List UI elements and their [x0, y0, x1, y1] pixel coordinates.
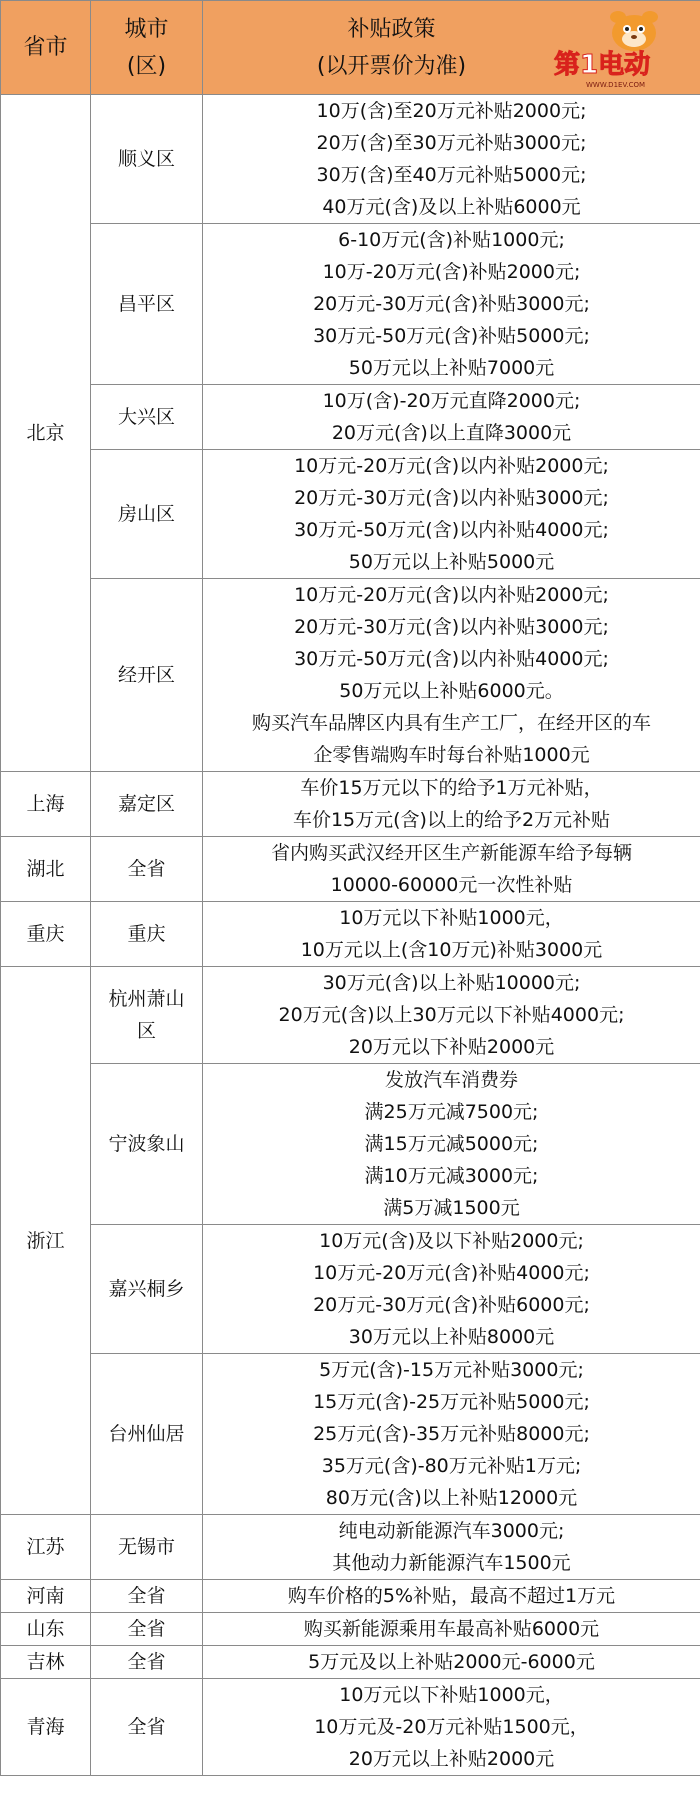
policy-line: 购车价格的5%补贴，最高不超过1万元: [287, 1585, 616, 1607]
city-cell: [91, 1613, 203, 1646]
table-row: [1, 1613, 700, 1646]
policy-cell: [203, 385, 700, 450]
city-name: 嘉定区: [117, 793, 175, 815]
policy-line: 20万元-30万元(含)以内补贴3000元;: [294, 487, 609, 509]
policy-line: 满15万元减5000元;: [364, 1133, 539, 1155]
policy-line: 30万元-50万元(含)以内补贴4000元;: [294, 519, 609, 541]
city-cell: [91, 1580, 203, 1613]
province-cell: [1, 1580, 91, 1613]
city-name: 全省: [127, 1618, 166, 1640]
table-row: [1, 385, 700, 450]
province-name: 浙江: [26, 1229, 65, 1252]
city-cell: [91, 579, 203, 772]
policy-cell: [203, 95, 700, 224]
city-name: 区: [136, 1020, 156, 1042]
city-name: 嘉兴桐乡: [108, 1278, 185, 1300]
city-cell: [91, 1354, 203, 1515]
policy-line: 30万元(含)以上补贴10000元;: [322, 972, 581, 994]
policy-line: 20万元(含)以上直降3000元: [331, 422, 572, 444]
city-cell: [91, 1515, 203, 1580]
header-city-sub-label: (区): [126, 53, 167, 79]
city-name: 顺义区: [117, 148, 175, 170]
policy-line: 购买汽车品牌区内具有生产工厂，在经开区的车: [251, 712, 651, 734]
province-cell: [1, 772, 91, 837]
province-name: 吉林: [26, 1651, 65, 1673]
city-cell: [91, 450, 203, 579]
city-cell: [91, 1679, 203, 1776]
table-row: [1, 1225, 700, 1354]
table-row: [1, 1064, 700, 1225]
table-body: [1, 95, 700, 1776]
policy-line: 10万元-20万元(含)补贴4000元;: [313, 1262, 590, 1284]
city-name: 房山区: [117, 503, 175, 525]
province-name: 湖北: [26, 858, 65, 880]
city-name: 宁波象山: [108, 1133, 185, 1155]
table-row: [1, 967, 700, 1064]
city-name: 重庆: [127, 923, 166, 945]
table-row: [1, 1515, 700, 1580]
policy-cell: [203, 967, 700, 1064]
city-cell: [91, 967, 203, 1064]
province-cell: [1, 1679, 91, 1776]
policy-line: 20万元以上补贴2000元: [348, 1748, 555, 1770]
policy-cell: [203, 902, 700, 967]
table-row: [1, 1354, 700, 1515]
policy-line: 35万元(含)-80万元补贴1万元;: [321, 1455, 582, 1477]
policy-cell: [203, 1646, 700, 1679]
policy-line: 10万元以下补贴1000元，: [339, 1684, 564, 1706]
policy-line: 车价15万元(含)以上的给予2万元补贴: [292, 809, 611, 831]
city-name: 台州仙居: [108, 1423, 185, 1445]
header-policy: [203, 1, 700, 95]
policy-line: 15万元(含)-25万元补贴5000元;: [313, 1391, 590, 1413]
province-name: 山东: [26, 1618, 65, 1640]
policy-line: 25万元(含)-35万元补贴8000元;: [313, 1423, 590, 1445]
policy-line: 80万元(含)以上补贴12000元: [325, 1487, 578, 1509]
policy-line: 20万元以下补贴2000元: [348, 1036, 555, 1058]
city-name: 全省: [127, 1716, 166, 1738]
policy-line: 10万-20万元(含)补贴2000元;: [322, 261, 581, 283]
policy-line: 纯电动新能源汽车3000元;: [338, 1520, 565, 1542]
province-cell: [1, 1515, 91, 1580]
policy-line: 企零售端购车时每台补贴1000元: [313, 744, 590, 766]
header-city-label: 城市: [124, 16, 169, 42]
policy-cell: [203, 837, 700, 902]
policy-cell: [203, 1354, 700, 1515]
policy-line: 10万元-20万元(含)以内补贴2000元;: [294, 584, 609, 606]
city-cell: [91, 1646, 203, 1679]
policy-cell: [203, 450, 700, 579]
policy-line: 50万元以上补贴6000元。: [339, 680, 564, 702]
policy-line: 30万(含)至40万元补贴5000元;: [316, 164, 587, 186]
table-row: [1, 95, 700, 224]
policy-line: 20万元-30万元(含)以内补贴3000元;: [294, 616, 609, 638]
table-row: [1, 1646, 700, 1679]
table-row: [1, 579, 700, 772]
table-row: [1, 1580, 700, 1613]
table-row: [1, 224, 700, 385]
province-cell: [1, 1646, 91, 1679]
city-name: 大兴区: [117, 406, 175, 428]
table-row: [1, 772, 700, 837]
policy-line: 6-10万元(含)补贴1000元;: [338, 229, 565, 251]
city-cell: [91, 1064, 203, 1225]
city-name: 昌平区: [117, 293, 175, 315]
policy-line: 满10万元减3000元;: [364, 1165, 539, 1187]
province-cell: [1, 1613, 91, 1646]
table-row: [1, 1679, 700, 1776]
policy-line: 30万元以上补贴8000元: [348, 1326, 555, 1348]
province-name: 河南: [26, 1585, 65, 1607]
policy-line: 满5万减1500元: [383, 1197, 520, 1219]
policy-line: 省内购买武汉经开区生产新能源车给予每辆: [270, 842, 632, 864]
province-name: 上海: [26, 793, 65, 815]
policy-line: 5万元及以上补贴2000元-6000元: [308, 1651, 595, 1673]
city-cell: [91, 224, 203, 385]
policy-line: 其他动力新能源汽车1500元: [332, 1552, 571, 1574]
province-name: 青海: [26, 1716, 65, 1738]
policy-line: 50万元以上补贴5000元: [348, 551, 555, 573]
policy-line: 10万元(含)及以下补贴2000元;: [319, 1230, 584, 1252]
policy-line: 10万元及-20万元补贴1500元，: [314, 1716, 589, 1738]
policy-line: 20万元(含)以上30万元以下补贴4000元;: [278, 1004, 625, 1026]
policy-cell: [203, 1225, 700, 1354]
header-policy-label: 补贴政策: [347, 16, 436, 42]
city-cell: [91, 385, 203, 450]
province-cell: [1, 902, 91, 967]
city-cell: [91, 95, 203, 224]
province-name: 江苏: [26, 1536, 65, 1558]
province-cell: [1, 967, 91, 1515]
city-name: 全省: [127, 1585, 166, 1607]
policy-cell: [203, 579, 700, 772]
policy-line: 10万元-20万元(含)以内补贴2000元;: [294, 455, 609, 477]
table-row: [1, 450, 700, 579]
policy-line: 购买新能源乘用车最高补贴6000元: [303, 1618, 600, 1640]
policy-line: 10万元以下补贴1000元，: [339, 907, 564, 929]
province-cell: [1, 837, 91, 902]
table-row: [1, 902, 700, 967]
header-row: [1, 1, 700, 95]
d1ev-logo: [552, 7, 692, 91]
policy-cell: [203, 1515, 700, 1580]
city-name: 全省: [127, 1651, 166, 1673]
policy-line: 发放汽车消费券: [384, 1069, 518, 1091]
policy-cell: [203, 224, 700, 385]
policy-cell: [203, 1064, 700, 1225]
city-name: 无锡市: [117, 1536, 175, 1558]
policy-line: 车价15万元以下的给予1万元补贴，: [300, 777, 603, 799]
city-name: 经开区: [117, 664, 175, 686]
policy-line: 满25万元减7500元;: [364, 1101, 539, 1123]
logo-text: 第1电动: [554, 50, 651, 80]
province-cell: [1, 95, 91, 772]
province-name: 重庆: [26, 923, 65, 945]
policy-line: 30万元-50万元(含)以内补贴4000元;: [294, 648, 609, 670]
policy-line: 5万元(含)-15万元补贴3000元;: [319, 1359, 584, 1381]
policy-line: 50万元以上补贴7000元: [348, 357, 555, 379]
header-policy-sub-label: (以开票价为准): [316, 53, 467, 79]
policy-line: 10万元以上(含10万元)补贴3000元: [300, 939, 603, 961]
logo-url: WWW.D1EV.COM: [586, 81, 646, 89]
city-cell: [91, 902, 203, 967]
policy-cell: [203, 1613, 700, 1646]
city-name: 全省: [127, 858, 166, 880]
policy-cell: [203, 772, 700, 837]
header-province-label: 省市: [23, 35, 68, 60]
header-city: [91, 1, 203, 95]
city-name: 杭州萧山: [108, 988, 185, 1010]
table-row: [1, 837, 700, 902]
city-cell: [91, 837, 203, 902]
policy-line: 30万元-50万元(含)补贴5000元;: [313, 325, 590, 347]
policy-line: 10万(含)至20万元补贴2000元;: [316, 100, 587, 122]
policy-line: 10万(含)-20万元直降2000元;: [322, 390, 581, 412]
policy-line: 10000-60000元一次性补贴: [330, 874, 573, 896]
policy-line: 40万元(含)及以上补贴6000元: [322, 196, 581, 218]
province-name: 北京: [26, 422, 65, 444]
header-province: [1, 1, 91, 95]
policy-cell: [203, 1580, 700, 1613]
policy-cell: [203, 1679, 700, 1776]
city-cell: [91, 1225, 203, 1354]
policy-line: 20万元-30万元(含)补贴6000元;: [313, 1294, 590, 1316]
policy-line: 20万元-30万元(含)补贴3000元;: [313, 293, 590, 315]
policy-line: 20万(含)至30万元补贴3000元;: [316, 132, 587, 154]
city-cell: [91, 772, 203, 837]
